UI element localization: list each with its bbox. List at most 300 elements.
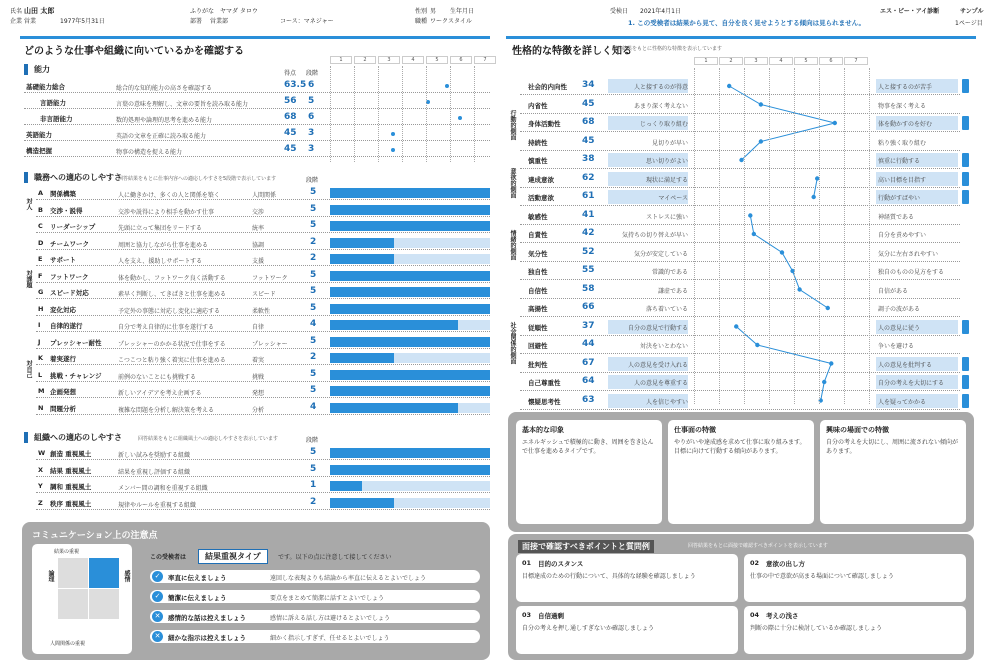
trait-right-desc: 人と接するのが苦手 [878,84,933,91]
trait-point [833,121,837,125]
job-fit-title: 職務への適応のしやすさ [24,172,122,183]
job-desc: プレッシャーのかかる状況で仕事をする [118,340,226,348]
org-desc: メンバー間の調和を重視する組織 [118,485,208,492]
job-level: 5 [310,368,317,379]
job-desc: こつこつと粘り強く着実に仕事を進める [118,357,226,364]
job-group-interpersonal: 対人 [25,198,32,210]
job-code: G [38,288,44,296]
interview-card [744,554,966,602]
interview-card-num: 02 [750,559,760,567]
interview-card-body: 自分の考えを押し通しすぎないか確認しましょう [522,625,655,632]
trait-point [811,195,815,199]
job-desc: 周囲と協力しながら仕事を進める [118,241,209,249]
type-suffix: です。以下の点に注意して接してください [278,554,392,561]
product-name: エス・ピー・アイ診断 [880,8,940,15]
ability-scale-tick: 7 [474,56,496,64]
job-name: スピード対応 [50,289,89,297]
org-level: 1 [310,480,317,490]
ability-score: 63.5 [284,80,307,90]
exam-date: 2021年4月1日 [640,8,681,15]
ability-name: 言語能力 [40,99,66,107]
org-code: Y [38,482,43,490]
personality-grid-line [869,68,870,404]
org-desc: 規律やルールを重視する組織 [118,501,196,509]
trait-score: 44 [582,339,595,349]
trait-profile-line [736,327,831,401]
validity-warning: 1. この受検者は結果から見て、自分を良く見せようとする傾向は見られません。 [628,19,866,27]
ability-desc: 総合的な知的能力の高さを確認する [116,85,213,92]
trait-name: 活動意欲 [528,194,554,202]
kana-label: ふりがな [190,8,215,15]
trait-left-desc: 思い切りがよい [645,158,688,165]
job-name: リーダーシップ [50,223,96,231]
trait-left-desc: 気分が安定している [633,250,688,258]
role-label: 職種 [415,18,428,25]
job-level: 5 [310,286,317,296]
interview-card-title: 考えの浅さ [766,612,799,620]
job-name: 挑戦・チャレンジ [50,371,102,380]
trait-score: 38 [582,154,595,164]
org-desc: 結果を重視し評価する組織 [118,468,191,476]
ability-grid-line [450,66,451,162]
job-desc: 予定外の事態に対応し変化に適応する [118,307,221,315]
trait-right-desc: 人を疑ってかかる [878,398,927,406]
job-group-self: 対自己 [25,360,32,378]
trait-point [797,287,801,291]
interview-panel [508,534,974,660]
summary-card-title: 基本的な印象 [522,426,564,434]
candidate-name: 山田 太郎 [24,7,55,15]
summary-card [820,420,966,524]
personality-grid-line [794,68,795,404]
job-desc: 前例のないことにも挑戦する [118,373,197,381]
personality-scale-tick: 5 [794,57,818,65]
trait-point [780,250,784,254]
trait-right-desc: 自分を責めやすい [878,232,927,239]
personality-scale-tick: 4 [769,57,793,65]
trait-right-desc: 争いを避ける [878,343,915,350]
trait-left-desc: 自分の意見で行動する [627,324,688,332]
trait-left-desc: 対決をいとわない [639,343,688,350]
ability-scale-tick: 6 [450,56,472,64]
trait-left-desc: 人の意見を受け入れる [627,361,688,369]
right-section-title: 性格的な特徴を詳しく知る [512,46,632,57]
org-name: 結果 重視風土 [50,466,92,475]
job-tag: 協調 [252,241,265,249]
job-code: H [38,304,44,313]
ability-grid-line [330,66,331,162]
interview-card-num: 01 [522,559,532,567]
trait-right-desc: 人の意見に従う [878,324,921,332]
trait-left-desc: じっくり取り組む [639,121,688,128]
trait-left-desc: 謙虚である [657,287,688,295]
job-level: 2 [310,352,317,362]
trait-score: 34 [582,80,595,90]
left-section-title: どのような仕事や組織に向いているかを確認する [24,46,244,57]
job-level: 5 [310,187,317,197]
org-level: 2 [310,496,317,507]
trait-right-desc: 調子の波がある [878,306,921,313]
trait-score: 68 [582,117,595,127]
job-name: 企画発想 [50,388,76,396]
ability-name: 基礎能力総合 [26,83,65,91]
trait-name: 持続性 [528,138,548,147]
ability-scale-tick: 4 [402,56,424,64]
org-fit-note: 回答結果をもとに組織風土への適応しやすさを表示しています [138,436,279,442]
name-label: 氏名 [10,8,23,15]
org-name: 秩序 重視風土 [50,499,92,508]
trait-name: 自信性 [528,286,548,295]
tip-label: 感情的な話は控えましょう [168,614,246,622]
page-label: 1ページ目 [955,20,983,27]
quad-top-label: 結果の重視 [54,549,80,555]
tip-label: 簡潔に伝えましょう [168,594,227,602]
org-name: 調和 重視風土 [50,483,92,491]
trait-left-desc: ストレスに強い [646,213,688,221]
ability-level: 6 [308,80,315,90]
dept-value: 営業部 [210,18,229,25]
tip-check-icon: ✓ [152,571,163,582]
group-behavior: 行動的側面 [509,110,516,140]
ability-name: 非言語能力 [40,115,73,123]
trait-right-desc: 人の意見を批判する [878,361,933,369]
job-desc: 自分で考え自律的に仕事を遂行する [118,324,215,331]
tip-detail: 細かく指示しすぎず、任せるとよいでしょう [270,635,390,642]
quad-left-label: 論理 [47,570,54,582]
job-level: 5 [310,385,317,395]
job-group-task: 対課題 [25,270,32,288]
trait-left-desc: 落ち着いている [645,306,688,313]
ability-grid-line [402,66,403,162]
ability-score: 45 [284,128,297,138]
personality-grid-line [744,68,745,404]
job-code: B [38,205,43,214]
date-label: 生年月日 [450,8,475,15]
interview-card [516,606,738,654]
trait-name: 敏感性 [528,212,548,221]
ability-title: 能力 [24,64,50,75]
job-name: 自律的遂行 [50,322,83,330]
tip-detail: 遠回しな表現よりも結論から率直に伝えるとよいでしょう [270,575,427,582]
trait-name: 気分性 [528,249,548,258]
job-tag: 支援 [252,258,265,265]
personality-scale-tick: 1 [694,57,718,65]
dept-label: 部署 [190,18,203,25]
trait-name: 慎重性 [528,157,548,165]
job-tag: プレッシャー [252,340,288,348]
org-col-level: 段階 [306,437,319,444]
ability-desc: 英語の文章を正確に読み取る能力 [116,133,207,140]
trait-name: 社会的内向性 [528,83,567,91]
trait-score: 42 [582,228,595,238]
trait-score: 41 [582,209,595,220]
type-prefix: この受検者は [150,554,187,561]
trait-point [759,102,763,106]
job-tag: スピード [252,291,276,298]
job-fit-note: 回答結果をもとに仕事内容への適応しやすさを5段階で表示しています [118,176,277,182]
trait-score: 62 [582,172,595,183]
interview-card [516,554,738,602]
trait-left-desc: あまり深く考えない [633,102,688,110]
trait-score: 63 [582,394,595,405]
trait-score: 55 [582,265,595,275]
job-tag: 柔軟性 [252,307,271,315]
job-tag: 着実 [252,357,265,364]
job-desc: 交渉や説得により相手を動かす仕事 [118,208,215,216]
job-code: K [38,354,44,362]
job-name: 交渉・説得 [50,206,83,215]
group-motivation: 意欲的側面 [509,168,516,198]
job-desc: 新しいアイデアを考え企画する [118,390,202,397]
job-code: A [38,189,44,197]
trait-score: 58 [582,283,595,294]
job-name: チームワーク [50,239,89,248]
trait-right-desc: 気分に左右されやすい [878,250,939,258]
trait-right-desc: 粘り強く取り組む [878,139,927,147]
job-name: 変化対応 [50,305,76,314]
personality-grid-line [819,68,820,404]
trait-name: 内省性 [528,101,548,110]
job-code: E [38,255,43,263]
ability-level: 3 [308,128,315,138]
trait-score: 45 [582,135,595,146]
job-name: 着実遂行 [50,355,76,363]
ability-score: 45 [284,144,297,154]
gender-label: 性別 [415,8,428,15]
interview-card-title: 意欲の出し方 [766,560,805,568]
trait-point [822,380,826,384]
org-code: W [38,449,46,457]
job-name: 問題分析 [50,404,76,413]
personality-scale-tick: 6 [819,57,843,65]
interview-title: 面接で確認すべきポイントと質問例 [518,540,654,553]
trait-name: 批判性 [528,360,548,369]
interview-note: 回答結果をもとに面接で確認すべきポイントを表示しています [688,543,828,549]
tip-label: 細かな指示は控えましょう [168,634,246,642]
job-tag: 交渉 [252,208,265,216]
ability-desc: 物事の構造を捉える能力 [116,149,183,156]
org-name: 創造 重視風土 [50,450,92,458]
trait-point [734,324,738,328]
trait-point [752,232,756,236]
job-name: 関係構築 [50,190,76,198]
job-desc: 体を動かし、フットワーク良く活動する [118,274,226,282]
summary-card [516,420,662,524]
ability-level: 3 [308,144,315,154]
company-value: 営業 [24,18,37,25]
trait-name: 回避性 [528,342,548,350]
trait-point [826,306,830,310]
org-level: 5 [310,447,317,457]
job-tag: 発想 [252,390,265,397]
personality-scale-tick: 3 [744,57,768,65]
trait-name: 自責性 [528,231,548,239]
interview-card-body: 仕事の中で意欲が高まる場面について確認しましょう [750,573,894,580]
personality-grid-line [769,68,770,404]
job-level: 4 [310,319,317,329]
trait-point [727,84,731,88]
ability-scale-tick: 1 [330,56,352,64]
ability-grid-line [474,66,475,162]
job-desc: 素早く判断し、てきぱきと仕事を進める [118,291,227,298]
job-desc: 人を支え、援助しサポートする [118,258,203,265]
trait-name: 自己尊重性 [528,379,561,387]
company-label: 企業 [10,18,23,25]
ability-grid-line [354,66,355,162]
job-level: 5 [310,220,317,230]
tip-detail: 要点をまとめて簡潔に話すとよいでしょう [270,595,385,602]
group-emotional: 情緒的側面 [509,230,516,260]
job-code: F [38,271,43,280]
trait-score: 52 [582,246,595,257]
trait-left-desc: 現状に満足する [645,176,688,184]
job-col-level: 段階 [306,177,319,184]
job-level: 5 [310,203,317,214]
job-tag: 統率 [252,225,265,232]
ability-score: 56 [284,96,297,106]
interview-card [744,606,966,654]
job-level: 5 [310,335,317,346]
interview-card-title: 目的のスタンス [538,560,584,568]
exam-date-label: 受検日 [610,8,629,15]
job-name: フットワーク [50,272,89,281]
ability-level: 6 [308,112,315,122]
job-code: N [38,403,44,412]
job-code: I [38,321,41,329]
job-tag: フットワーク [252,274,288,282]
communication-type: 結果重視タイプ [198,549,268,564]
job-code: D [38,238,44,247]
trait-point [759,139,763,143]
candidate-kana: ヤマダ タロウ [220,8,258,15]
gender-value: 男 [430,8,437,15]
trait-right-desc: 自分の考えを大切にする [878,380,945,387]
interview-card-body: 目標達成のための行動について、具体的な経験を確認しましょう [522,573,696,580]
trait-score: 64 [582,376,595,386]
trait-name: 高揚性 [528,305,548,313]
trait-left-desc: 気持ちの切り替えが早い [621,232,688,239]
trait-right-desc: 慎重に行動する [878,158,921,165]
job-code: J [38,337,41,346]
summary-card-body: やりがいや達成感を求めて仕事に取り組みます。目標に向けて行動する傾向があります。 [674,439,806,455]
ability-scale-tick: 5 [426,56,448,64]
trait-profile-line [814,179,818,198]
org-code: Z [38,498,43,507]
quad-right-label: 感情 [123,570,130,582]
interview-card-title: 自信過剰 [538,612,564,620]
trait-right-desc: 神経質である [878,213,915,221]
trait-left-desc: マイペース [658,195,688,202]
trait-profile-line [750,216,827,309]
trait-right-desc: 自信がある [878,287,909,295]
summary-panel [508,412,974,532]
trait-left-desc: 人を信じやすい [645,398,688,406]
trait-left-desc: 人の意見を尊重する [633,380,688,387]
personality-grid-line [844,68,845,404]
trait-name: 独自性 [528,268,548,276]
tip-label: 率直に伝えましょう [168,574,227,582]
ability-grid-line [426,66,427,162]
job-name: サポート [50,256,76,264]
interview-card-num: 04 [750,611,760,619]
job-level: 5 [310,302,317,313]
job-code: M [38,387,45,395]
tip-check-icon: ✓ [152,591,163,602]
job-tag: 分析 [252,406,265,414]
tip-detail: 感情に訴える話し方は避けるとよいでしょう [270,615,391,622]
trait-right-desc: 体を動かすのを好む [878,121,933,128]
trait-left-desc: 人と接するのが得意 [633,84,688,91]
trait-score: 37 [582,320,595,331]
job-name: プレッシャー耐性 [50,338,102,347]
job-code: L [38,370,43,379]
job-level: 4 [310,401,317,412]
sample-label: サンプル [960,8,984,15]
ability-scale-tick: 3 [378,56,400,64]
org-code: X [38,465,44,474]
job-tag: 人間関係 [252,192,277,199]
trait-score: 45 [582,98,595,109]
trait-left-desc: 常識的である [651,269,688,276]
trait-score: 67 [582,357,595,368]
personality-grid-line [694,68,695,404]
ability-col-level: 段階 [306,70,319,77]
trait-right-desc: 行動がすばやい [878,195,921,202]
trait-left-desc: 見切りが早い [651,139,688,147]
ability-score: 68 [284,112,297,122]
ability-col-score: 得点 [284,70,297,77]
group-social: 社会関係的側面 [509,322,516,364]
personality-scale-tick: 2 [719,57,743,65]
trait-score: 66 [582,302,595,312]
job-level: 2 [310,253,317,263]
trait-point [755,343,759,347]
communication-title: コミュニケーション上の注意点 [32,531,158,541]
summary-card-body: 自分の考えを大切にし、周囲に流されない傾向があります。 [826,439,959,455]
tip-cross-icon: ✕ [152,611,163,622]
trait-name: 従順性 [528,323,548,332]
trait-name: 身体活動性 [528,120,561,128]
trait-name: 懐疑思考性 [528,397,561,406]
right-note: 回答結果をもとに性格的な特徴を表示しています [612,46,723,52]
trait-right-desc: 物事を深く考える [878,102,927,110]
summary-card [668,420,814,524]
job-tag: 挑戦 [252,373,265,381]
interview-card-num: 03 [522,611,532,619]
interview-card-body: 判断の際に十分に検討しているか確認しましょう [750,625,883,632]
role-value: ワークスタイル [430,18,472,25]
job-code: C [38,222,43,230]
job-tag: 自律 [252,324,265,331]
personality-scale-tick: 7 [844,57,868,65]
job-desc: 先頭に立って集団をリードする [118,225,202,232]
trait-score: 61 [582,191,595,201]
ability-desc: 数的処理や論理的思考を進める能力 [116,117,213,124]
ability-level: 5 [308,96,315,106]
summary-card-title: 仕事面の特徴 [674,426,716,434]
trait-right-desc: 高い目標を目指す [878,176,927,184]
summary-card-title: 興味の場面での特徴 [826,426,889,434]
birth-date: 1977年5月31日 [60,18,105,25]
job-desc: 複雑な問題を分析し解決策を考える [118,406,215,414]
trait-point [748,213,752,217]
personality-grid-line [719,68,720,404]
job-desc: 人に働きかけ、多くの人と関係を築く [118,192,220,199]
ability-scale-tick: 2 [354,56,376,64]
org-level: 5 [310,463,317,474]
org-desc: 新しい試みを奨励する組織 [118,452,191,459]
trait-name: 達成意欲 [528,175,554,184]
